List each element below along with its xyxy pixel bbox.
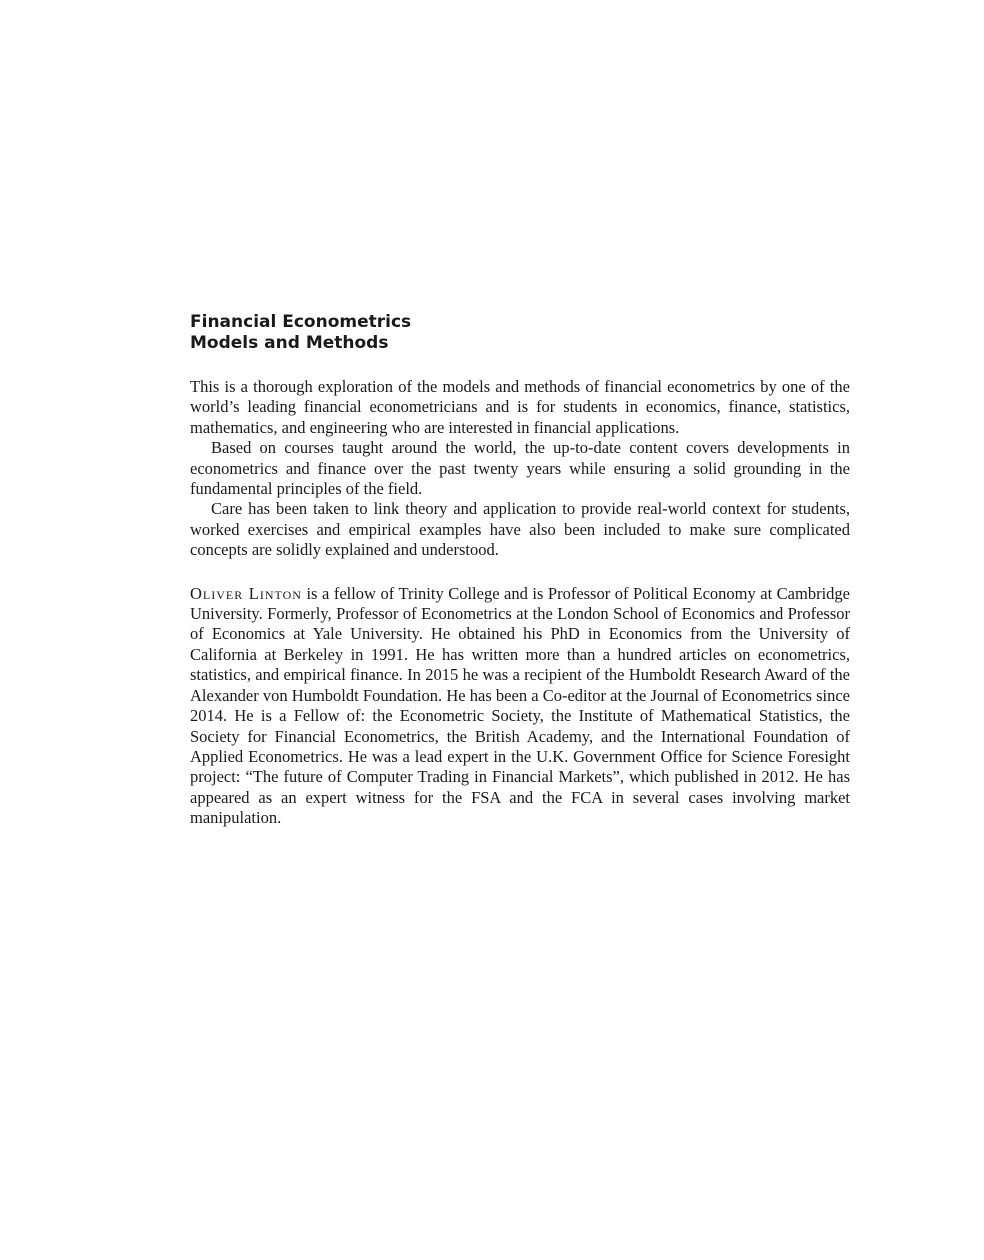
book-title-line-1: Financial Econometrics (190, 312, 412, 332)
description-paragraph-2: Based on courses taught around the world, the up-to-date content covers developments in econometrics and finance over the past twenty years while ensuring a solid grounding in the fundamental principles of the field. (190, 438, 850, 499)
page-content (190, 312, 850, 829)
description-paragraph-3: Care has been taken to link theory and application to provide real-world context for students, worked exercises and empirical examples have also been included to make sure complicated concepts are solidly explained and understood. (190, 499, 850, 560)
author-bio (190, 584, 850, 829)
book-subtitle: Models and Methods (190, 333, 389, 353)
book-title (190, 312, 850, 354)
author-name: Oliver Linton (190, 583, 302, 603)
author-bio-paragraph (190, 584, 850, 829)
author-bio-text: is a fellow of Trinity College and is Professor of Political Economy at Cambridge University. Formerly, Professor of Econometrics at the London School of Economics and Professor of Economics at Yale University. He obtained his PhD in Economics from the University of California at Berkeley in 1991. He has written more than a hundred articles on econometrics, statistics, and empirical finance. In 2015 he was a recipient of the Humboldt Research Award of the Alexander von Humboldt Foundation. He has been a Co-editor at the Journal of Econometrics since 2014. He is a Fellow of: the Econometric Society, the Institute of Mathematical Statistics, the Society for Financial Econometrics, the British Academy, and the International Foundation of Applied Econometrics. He was a lead expert in the U.K. Government Office for Science Foresight project: “The future of Computer Trading in Financial Markets”, which published in 2012. He has appeared as an expert witness for the FSA and the FCA in several cases involving market manipulation. (190, 583, 850, 828)
book-description (190, 377, 850, 561)
description-paragraph-1: This is a thorough exploration of the models and methods of financial econometrics by one of the world’s leading financial econometricians and is for students in economics, finance, statistics, mathematics, and engineering who are interested in financial applications. (190, 377, 850, 437)
